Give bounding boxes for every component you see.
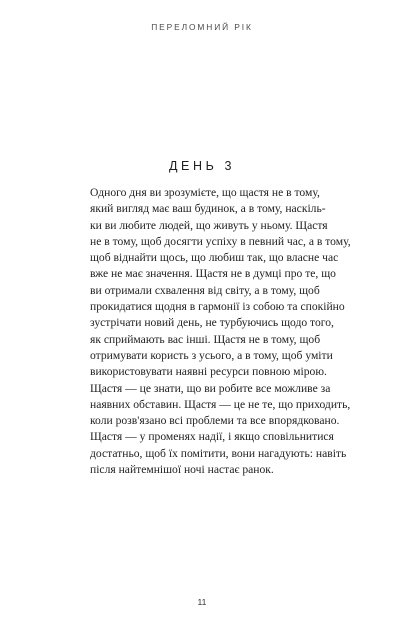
text-line: вже не має значення. Щастя не в думці про те, що <box>90 267 336 281</box>
text-line: після найтемнішої ночі настає ранок. <box>90 463 274 477</box>
text-line: прокидатися щодня в гармонії із собою та спокійно <box>90 300 345 314</box>
text-line: достатньо, щоб їх помітити, вони нагадують: навіть <box>90 446 347 460</box>
text-line: Одного дня ви зрозумієте, що щастя не в тому, <box>90 186 320 199</box>
text-line: отримувати користь з усього, а в тому, щоб уміти <box>90 348 333 362</box>
page-number: 11 <box>197 597 207 607</box>
text-line: використовувати наявні ресурси повною мірою. <box>90 365 327 379</box>
text-line: коли розв'язано всі проблеми та все впорядковано. <box>90 414 340 428</box>
text-line: ви отримали схвалення від світу, а в тому, щоб <box>90 283 320 297</box>
text-line: Щастя — це знати, що ви робите все можливе за <box>90 381 331 395</box>
text-line: наявних обставин. Щастя — це не те, що приходить, <box>90 397 351 411</box>
chapter-title: ДЕНЬ 3 <box>168 159 236 173</box>
text-line: Щастя — у променях надії, і якщо сповільнитися <box>90 430 334 444</box>
text-line: щоб віднайти щось, що любиш так, що власне час <box>90 251 339 265</box>
text-line: який вигляд має ваш будинок, а в тому, наскіль- <box>90 202 326 216</box>
text-line: не в тому, щоб досягти успіху в певний час, а в тому, <box>90 234 351 248</box>
text-line: як сприймають вас інші. Щастя не в тому, щоб <box>90 332 321 346</box>
text-line: зустрічати новий день, не турбуючись щодо того, <box>90 316 334 330</box>
body-text <box>90 185 351 478</box>
running-header: ПЕРЕЛОМНИЙ РІК <box>151 22 253 32</box>
text-line: ки ви любите людей, що живуть у ньому. Щастя <box>90 218 328 232</box>
